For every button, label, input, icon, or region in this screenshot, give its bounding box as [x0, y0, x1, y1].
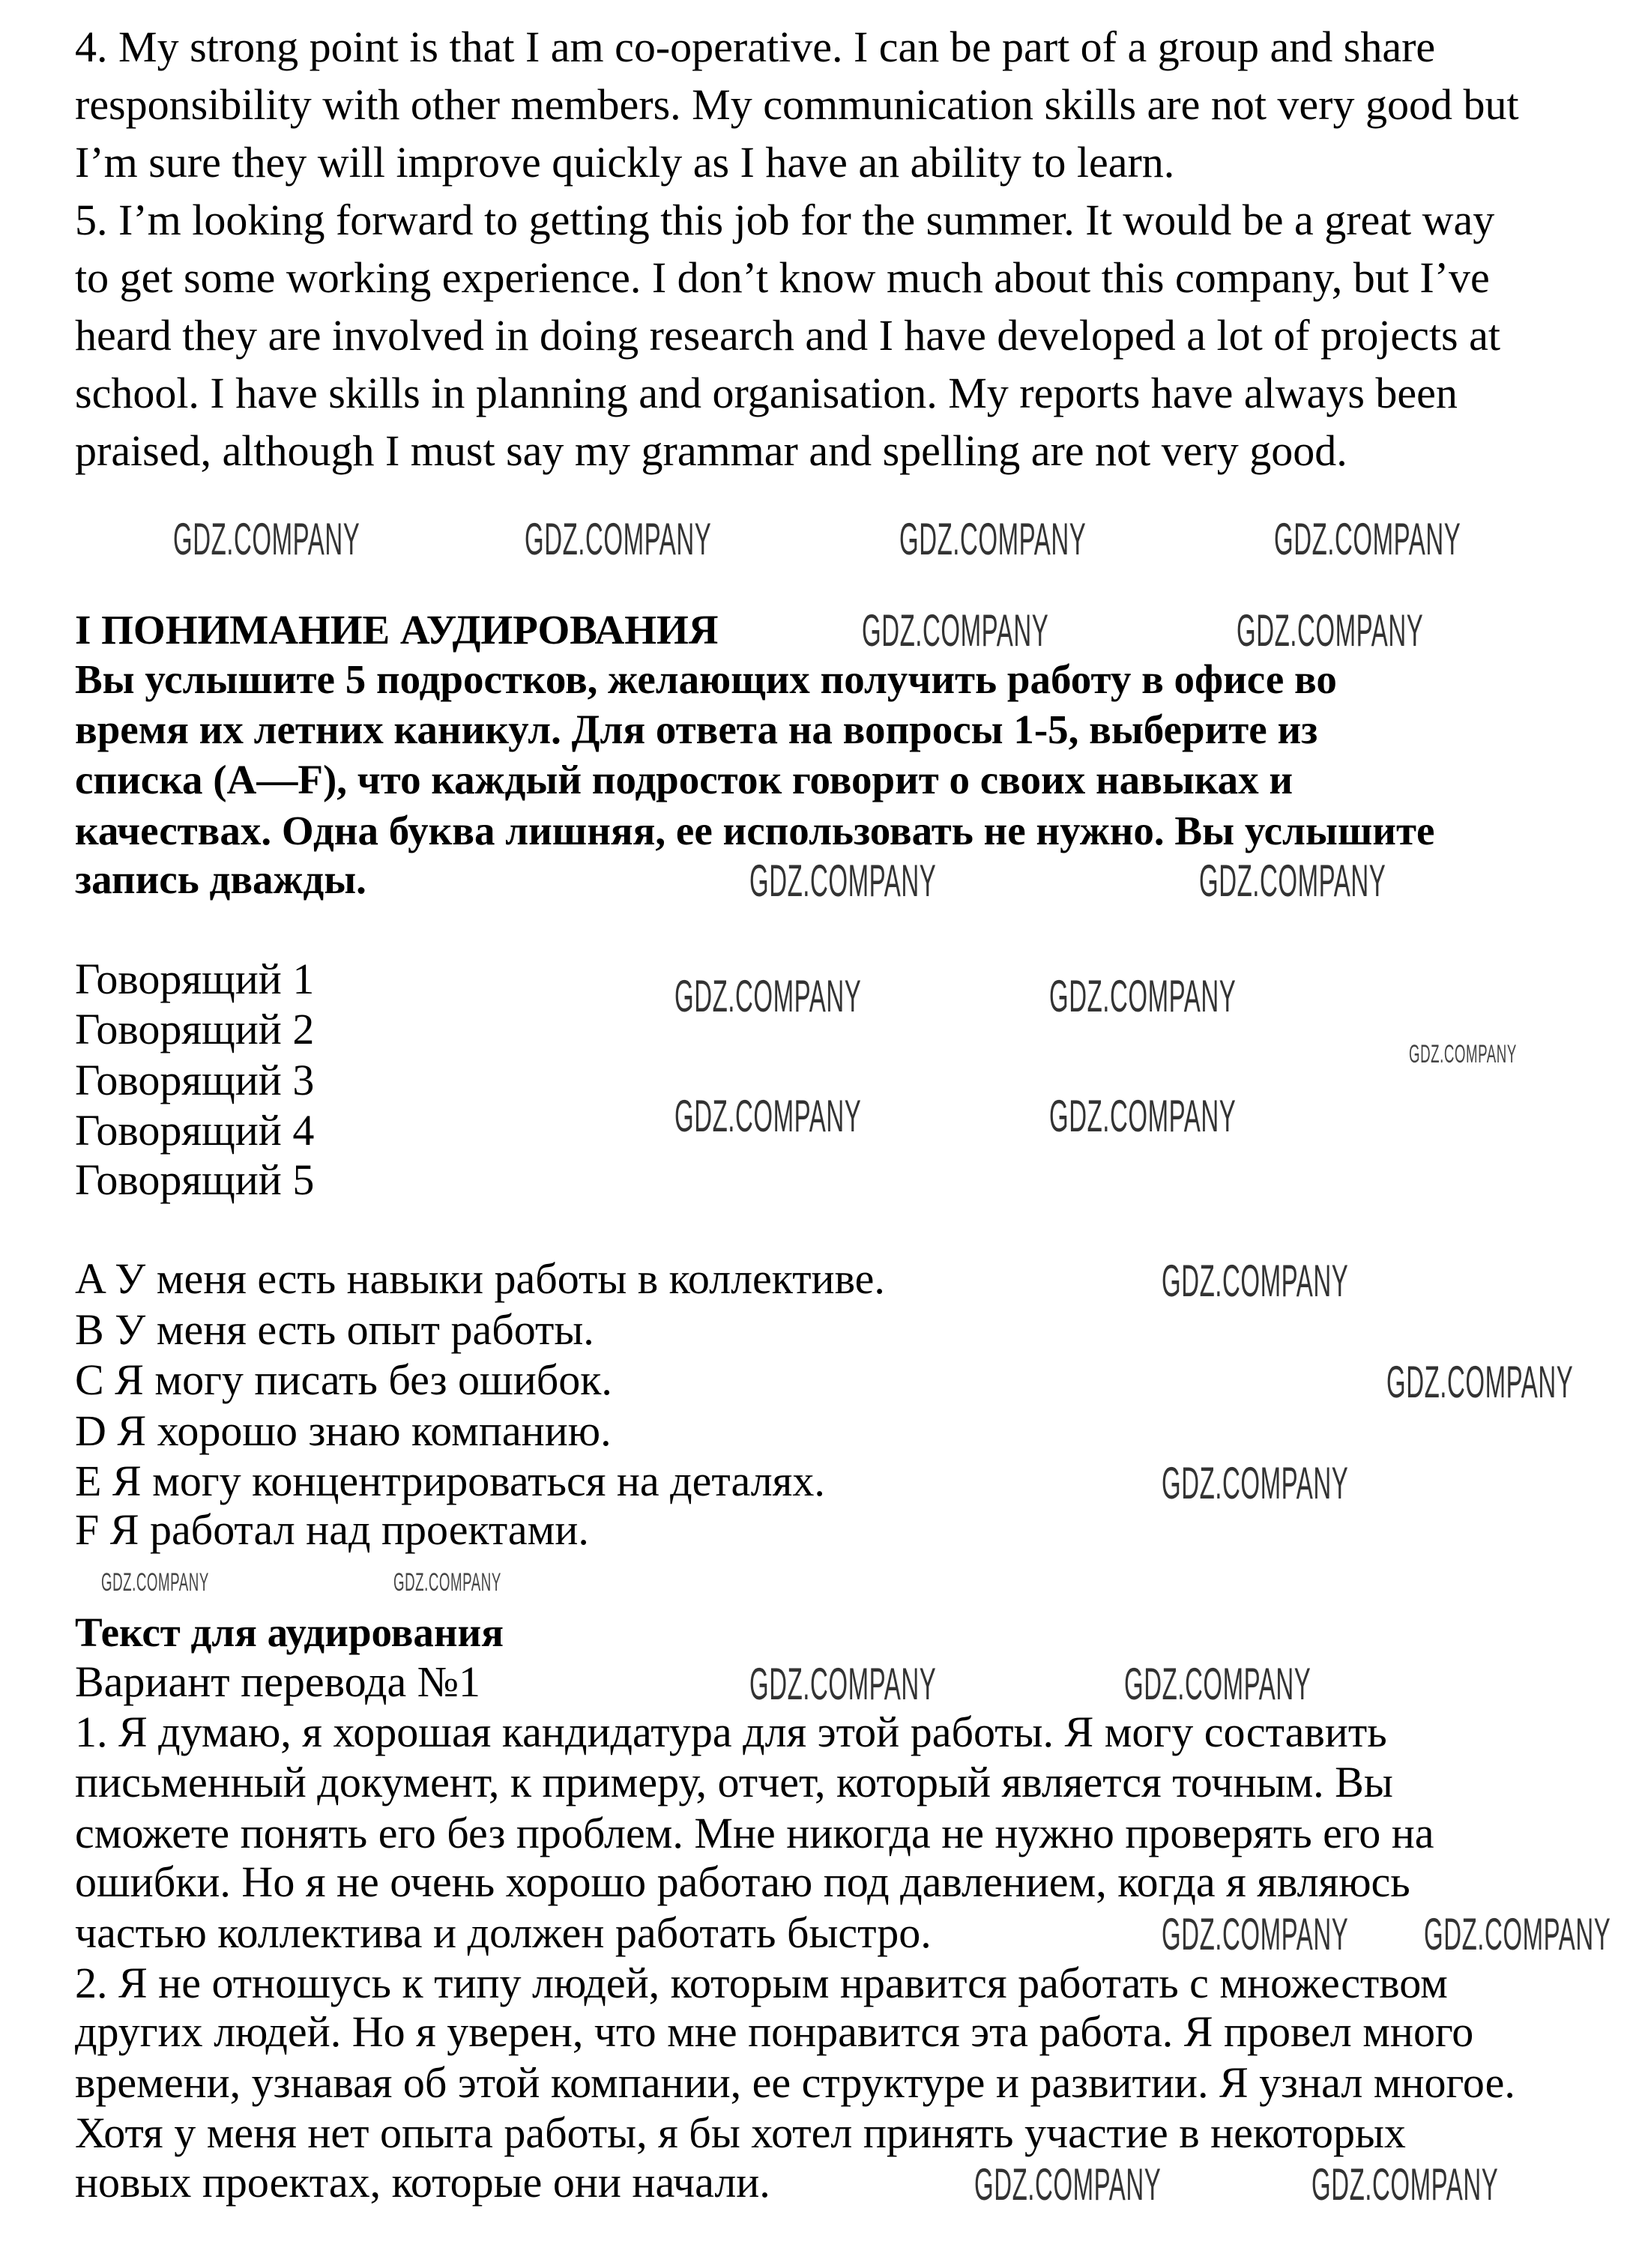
watermark: GDZ.COMPANY	[1162, 1458, 1349, 1508]
english-line: school. I have skills in planning and organisation. My reports have always been	[75, 369, 1458, 417]
section-title: I ПОНИМАНИЕ АУДИРОВАНИЯ	[75, 607, 719, 653]
watermark: GDZ.COMPANY	[173, 514, 360, 564]
instruction-line: Вы услышите 5 подростков, желающих получить работу в офисе во	[75, 656, 1337, 702]
speaker-item: Говорящий 1	[75, 955, 315, 1003]
watermark: GDZ.COMPANY	[1124, 1659, 1311, 1709]
english-line: 5. I’m looking forward to getting this job for the summer. It would be a great way	[75, 196, 1495, 244]
watermark: GDZ.COMPANY	[1311, 2159, 1499, 2210]
option-item: E Я могу концентрироваться на деталях.	[75, 1457, 825, 1505]
listening-line: 2. Я не отношусь к типу людей, которым нравится работать с множеством	[75, 1959, 1448, 2007]
watermark: GDZ.COMPANY	[674, 1091, 862, 1141]
listening-line: других людей. Но я уверен, что мне понравится эта работа. Я провел много	[75, 2007, 1474, 2056]
option-item: F Я работал над проектами.	[75, 1505, 589, 1554]
watermark: GDZ.COMPANY	[974, 2159, 1162, 2210]
watermark: GDZ.COMPANY	[1409, 1040, 1517, 1068]
watermark: GDZ.COMPANY	[1237, 605, 1424, 656]
english-line: responsibility with other members. My communication skills are not very good but	[75, 80, 1519, 129]
watermark: GDZ.COMPANY	[101, 1568, 209, 1597]
watermark: GDZ.COMPANY	[1162, 1256, 1349, 1306]
watermark: GDZ.COMPANY	[525, 514, 712, 564]
watermark: GDZ.COMPANY	[1162, 1909, 1349, 1959]
listening-line: времени, узнавая об этой компании, ее структуре и развитии. Я узнал многое.	[75, 2058, 1515, 2107]
option-item: B У меня есть опыт работы.	[75, 1305, 594, 1354]
listening-line: частью коллектива и должен работать быстро.	[75, 1908, 932, 1957]
english-line: 4. My strong point is that I am co-operative. I can be part of a group and share	[75, 22, 1436, 71]
listening-line: ошибки. Но я не очень хорошо работаю под давлением, когда я являюсь	[75, 1857, 1410, 1906]
watermark: GDZ.COMPANY	[1386, 1357, 1574, 1407]
watermark: GDZ.COMPANY	[749, 1659, 937, 1709]
english-line: heard they are involved in doing research and I have developed a lot of projects at	[75, 311, 1500, 360]
option-item: C Я могу писать без ошибок.	[75, 1355, 612, 1404]
listening-line: сможете понять его без проблем. Мне никогда не нужно проверять его на	[75, 1809, 1434, 1857]
option-item: D Я хорошо знаю компанию.	[75, 1406, 612, 1455]
listening-line: Хотя у меня нет опыта работы, я бы хотел принять участие в некоторых	[75, 2108, 1406, 2157]
instruction-line: качествах. Одна буква лишняя, ее использовать не нужно. Вы услышите	[75, 808, 1435, 853]
watermark: GDZ.COMPANY	[1424, 1909, 1611, 1959]
listening-line: 1. Я думаю, я хорошая кандидатура для этой работы. Я могу составить	[75, 1708, 1387, 1756]
listening-line: новых проектах, которые они начали.	[75, 2158, 770, 2207]
speaker-item: Говорящий 5	[75, 1155, 315, 1204]
variant-label: Вариант перевода №1	[75, 1657, 481, 1706]
watermark: GDZ.COMPANY	[1049, 971, 1237, 1021]
option-item: A У меня есть навыки работы в коллективе.	[75, 1254, 885, 1303]
watermark: GDZ.COMPANY	[674, 971, 862, 1021]
watermark: GDZ.COMPANY	[1049, 1091, 1237, 1141]
watermark: GDZ.COMPANY	[1199, 856, 1386, 906]
instruction-line: запись дважды.	[75, 856, 366, 902]
english-line: I’m sure they will improve quickly as I have an ability to learn.	[75, 138, 1175, 187]
speaker-item: Говорящий 2	[75, 1005, 315, 1053]
english-line: praised, although I must say my grammar and spelling are not very good.	[75, 426, 1347, 475]
watermark: GDZ.COMPANY	[899, 514, 1087, 564]
watermark: GDZ.COMPANY	[1274, 514, 1461, 564]
watermark: GDZ.COMPANY	[862, 605, 1049, 656]
english-line: to get some working experience. I don’t know much about this company, but I’ve	[75, 253, 1490, 302]
speaker-item: Говорящий 4	[75, 1106, 315, 1155]
speaker-item: Говорящий 3	[75, 1056, 315, 1104]
watermark: GDZ.COMPANY	[749, 856, 937, 906]
instruction-line: время их летних каникул. Для ответа на вопросы 1-5, выберите из	[75, 707, 1318, 752]
watermark: GDZ.COMPANY	[393, 1568, 501, 1597]
listening-line: письменный документ, к примеру, отчет, который является точным. Вы	[75, 1758, 1393, 1806]
listening-title: Текст для аудирования	[75, 1609, 504, 1655]
instruction-line: списка (A—F), что каждый подросток говорит о своих навыках и	[75, 757, 1294, 802]
